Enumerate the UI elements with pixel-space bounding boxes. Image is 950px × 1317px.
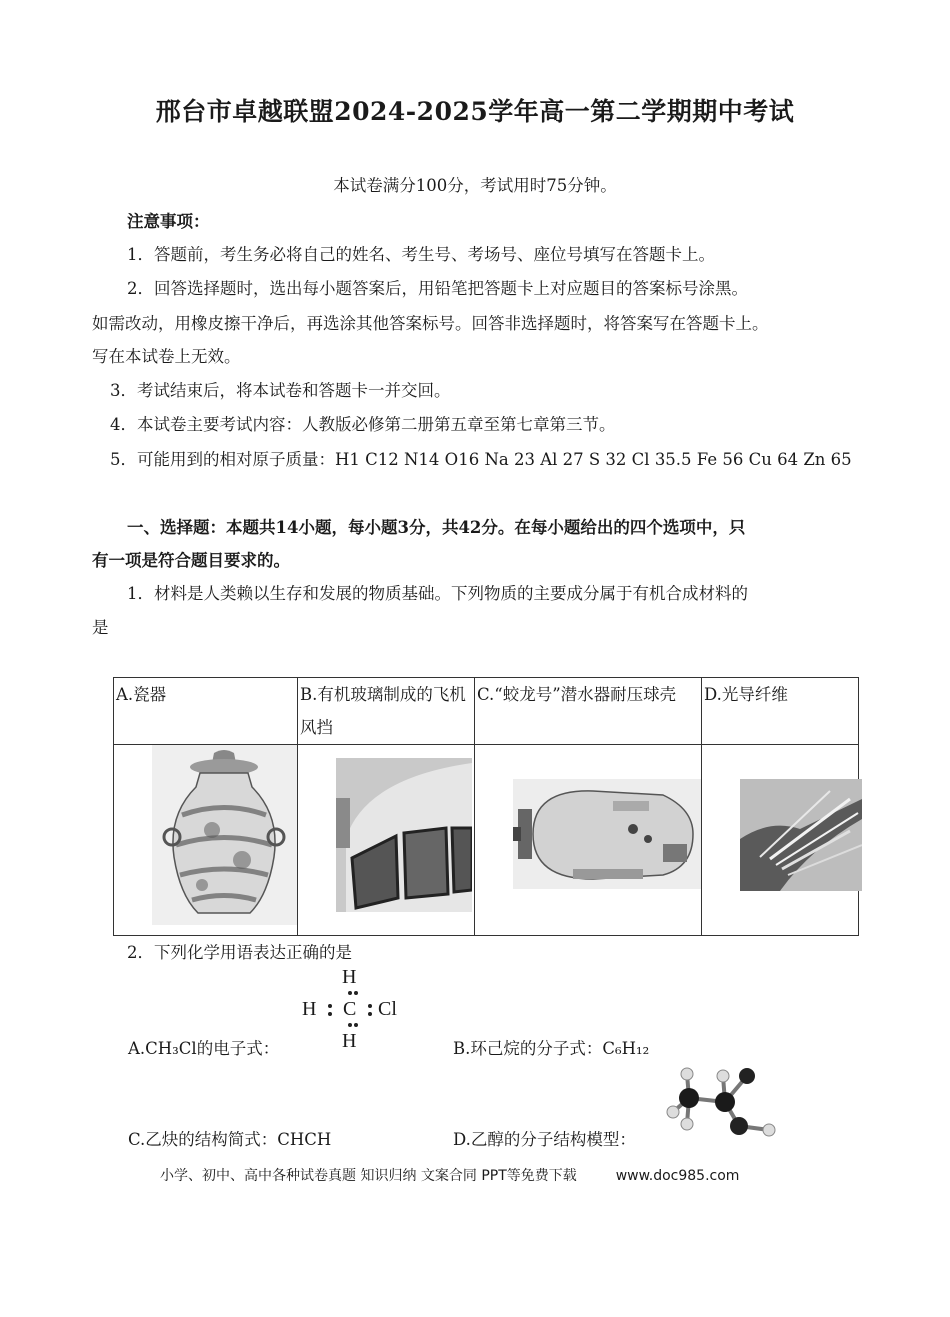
- notice-item: 1．答题前，考生务必将自己的姓名、考生号、考场号、座位号填写在答题卡上。: [127, 245, 715, 264]
- electron-dot: [328, 1004, 332, 1008]
- lewis-c-center: C: [343, 998, 357, 1020]
- option-d-image-cell: [702, 745, 859, 936]
- q1-stem: 1．材料是人类赖以生存和发展的物质基础。下列物质的主要成分属于有机合成材料的: [127, 584, 748, 603]
- q2-option-c: C.乙炔的结构简式：CHCH: [128, 1130, 332, 1149]
- aircraft-windshield-image: [336, 758, 472, 912]
- section-heading-cont: 有一项是符合题目要求的。: [92, 551, 290, 570]
- electron-dot: [348, 991, 352, 995]
- q2-option-b: [453, 1035, 649, 1059]
- option-d-label: D.光导纤维: [702, 678, 859, 745]
- q1-stem-cont: 是: [92, 618, 109, 637]
- submersible-image: [513, 779, 701, 889]
- q2-option-b-formula: C₆H₁₂: [602, 1039, 650, 1058]
- notice-item: 4．本试卷主要考试内容：人教版必修第二册第五章至第七章第三节。: [110, 415, 616, 434]
- q2-option-d: D.乙醇的分子结构模型：: [453, 1130, 636, 1149]
- footer-site[interactable]: www.doc985.com: [615, 1168, 740, 1184]
- lewis-h-bottom: H: [342, 1030, 357, 1052]
- option-c-label: C.“蛟龙号”潜水器耐压球壳: [475, 678, 702, 745]
- lewis-h-top: H: [342, 966, 357, 988]
- q2-option-a: A.CH₃Cl的电子式：: [128, 1039, 280, 1058]
- notice-item: 5．可能用到的相对原子质量：H1 C12 N14 O16 Na 23 Al 27 S 32 Cl 35.5 Fe 56 Cu 64 Zn 65: [110, 450, 852, 469]
- footer-text: 小学、初中、高中各种试卷真题 知识归纳 文案合同 PPT等免费下载: [160, 1168, 577, 1184]
- section-heading: 一、选择题：本题共14小题，每小题3分，共42分。在每小题给出的四个选项中，只: [127, 518, 746, 537]
- electron-dot: [348, 1023, 352, 1027]
- notice-item: 3．考试结束后，将本试卷和答题卡一并交回。: [110, 381, 451, 400]
- optical-fiber-image: [740, 779, 862, 891]
- lewis-h-left: H: [302, 998, 317, 1020]
- exam-subtitle: 本试卷满分100分，考试用时75分钟。: [333, 176, 617, 195]
- option-a-label: A.瓷器: [114, 678, 298, 745]
- porcelain-vase-image: [152, 745, 297, 925]
- electron-dot: [354, 991, 358, 995]
- option-b-label: B.有机玻璃制成的飞机风挡: [298, 678, 475, 745]
- q2-option-b-prefix: B.环己烷的分子式：: [453, 1039, 603, 1058]
- q1-options-table: [113, 677, 859, 936]
- electron-dot: [368, 1004, 372, 1008]
- exam-title: 邢台市卓越联盟2024-2025学年高一第二学期期中考试: [155, 97, 795, 126]
- notice-heading: 注意事项：: [127, 212, 210, 231]
- electron-dot: [354, 1023, 358, 1027]
- q2-stem: 2．下列化学用语表达正确的是: [127, 943, 352, 962]
- electron-dot: [328, 1012, 332, 1016]
- notice-item: 2．回答选择题时，选出每小题答案后，用铅笔把答题卡上对应题目的答案标号涂黑。: [127, 279, 748, 298]
- lewis-cl-right: Cl: [378, 998, 397, 1020]
- notice-item: 写在本试卷上无效。: [92, 347, 241, 366]
- page-footer: [160, 1165, 739, 1185]
- option-a-image-cell: [114, 745, 298, 936]
- option-c-image-cell: [475, 745, 702, 936]
- option-b-image-cell: [298, 745, 475, 936]
- notice-item: 如需改动，用橡皮擦干净后，再选涂其他答案标号。回答非选择题时，将答案写在答题卡上。: [92, 314, 769, 333]
- ethanol-ball-stick-model: [665, 1062, 790, 1142]
- electron-dot: [368, 1012, 372, 1016]
